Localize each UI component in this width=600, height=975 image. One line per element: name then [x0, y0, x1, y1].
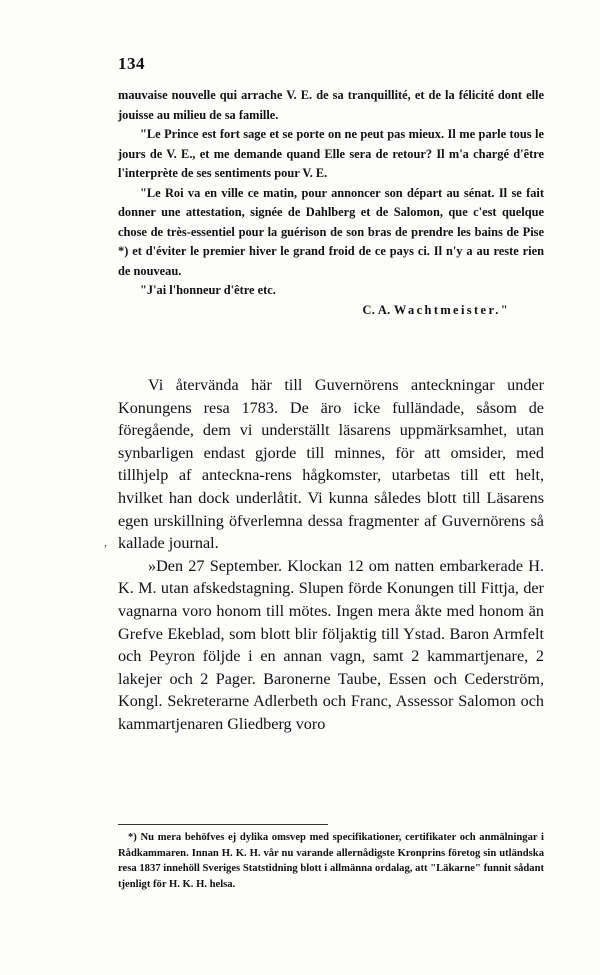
body-paragraph: »Den 27 September. Klockan 12 om natten embarkerade H. K. M. utan afskedstagning. Slupen förde Konungen till Fittja, der vagnarna voro honom till mötes. Ingen mera åkte med honom än Grefve Ekeblad, som blott blir följaktig till Ystad. Baron Armfelt och Peyron följde i en annan vagn, samt 2 kammartjenare, 2 lakejer och 2 Pager. Baronerne Taube, Essen och Cederström, Kongl. Sekreterarne Adlerbeth och Franc, Assessor Salomon och kammartjenaren Gliedberg voro — [118, 556, 544, 733]
signature-initials: C. A. — [362, 302, 391, 317]
french-letter-excerpt — [118, 86, 544, 320]
footnote-divider — [118, 824, 328, 825]
letter-paragraph: mauvaise nouvelle qui arrache V. E. de sa tranquillité, et de la félicité dont elle jouisse au milieu de sa famille. — [118, 88, 544, 122]
body-paragraph: Vi återvända här till Guvernörens anteckningar under Konungens resa 1783. De äro icke fulländade, såsom de föregående, dem vi underställt läsarens uppmärksamhet, utan synbarligen endast gjorde till minnes, för att omsider, med tillhjelp af anteckna-rens hågkomster, utarbetas till ett helt, hvilket han dock underlåtit. Vi kunna således blott till Läsarens egen urskillning öfverlemna dessa fragmenter af Guvernörens så kallade journal. — [118, 376, 544, 553]
swedish-body-text — [118, 374, 544, 736]
footnote — [118, 830, 544, 892]
footnote-text: *) Nu mera behöfves ej dylika omsvep med specifikationer, certifikater och anmälningar i Rådkammaren. Innan H. K. H. vår nu varande allernådigste Kronprins företog sin utländska resa 1837 innehöll Sveriges Statstidning blott i allmänna ordalag, att "Läkarne" funnit sådant tjenligt för H. K. H. helsa. — [118, 832, 544, 890]
signature-name: Wachtmeister." — [393, 302, 510, 317]
letter-paragraph: "Le Prince est fort sage et se porte on ne peut pas mieux. Il me parle tous le jours de V. E., et me demande quand Elle sera de retour? Il m'a chargé d'être l'interprète de ses sentiments pour V. E. — [118, 127, 544, 180]
margin-mark: , — [104, 535, 107, 549]
page-number: 134 — [118, 54, 145, 73]
letter-paragraph: "Le Roi va en ville ce matin, pour annoncer son départ au sénat. Il se fait donner une attestation, signée de Dahlberg et de Salomon, que c'est quelque chose de très-essentiel pour la guérison de son bras de prendre les bains de Pise *) et d'éviter le premier hiver le grand froid de ce pays ci. Il n'y a au reste rien de nouveau. — [118, 185, 544, 278]
letter-closing: "J'ai l'honneur d'être etc. — [140, 283, 276, 297]
letter-signature — [118, 301, 544, 321]
